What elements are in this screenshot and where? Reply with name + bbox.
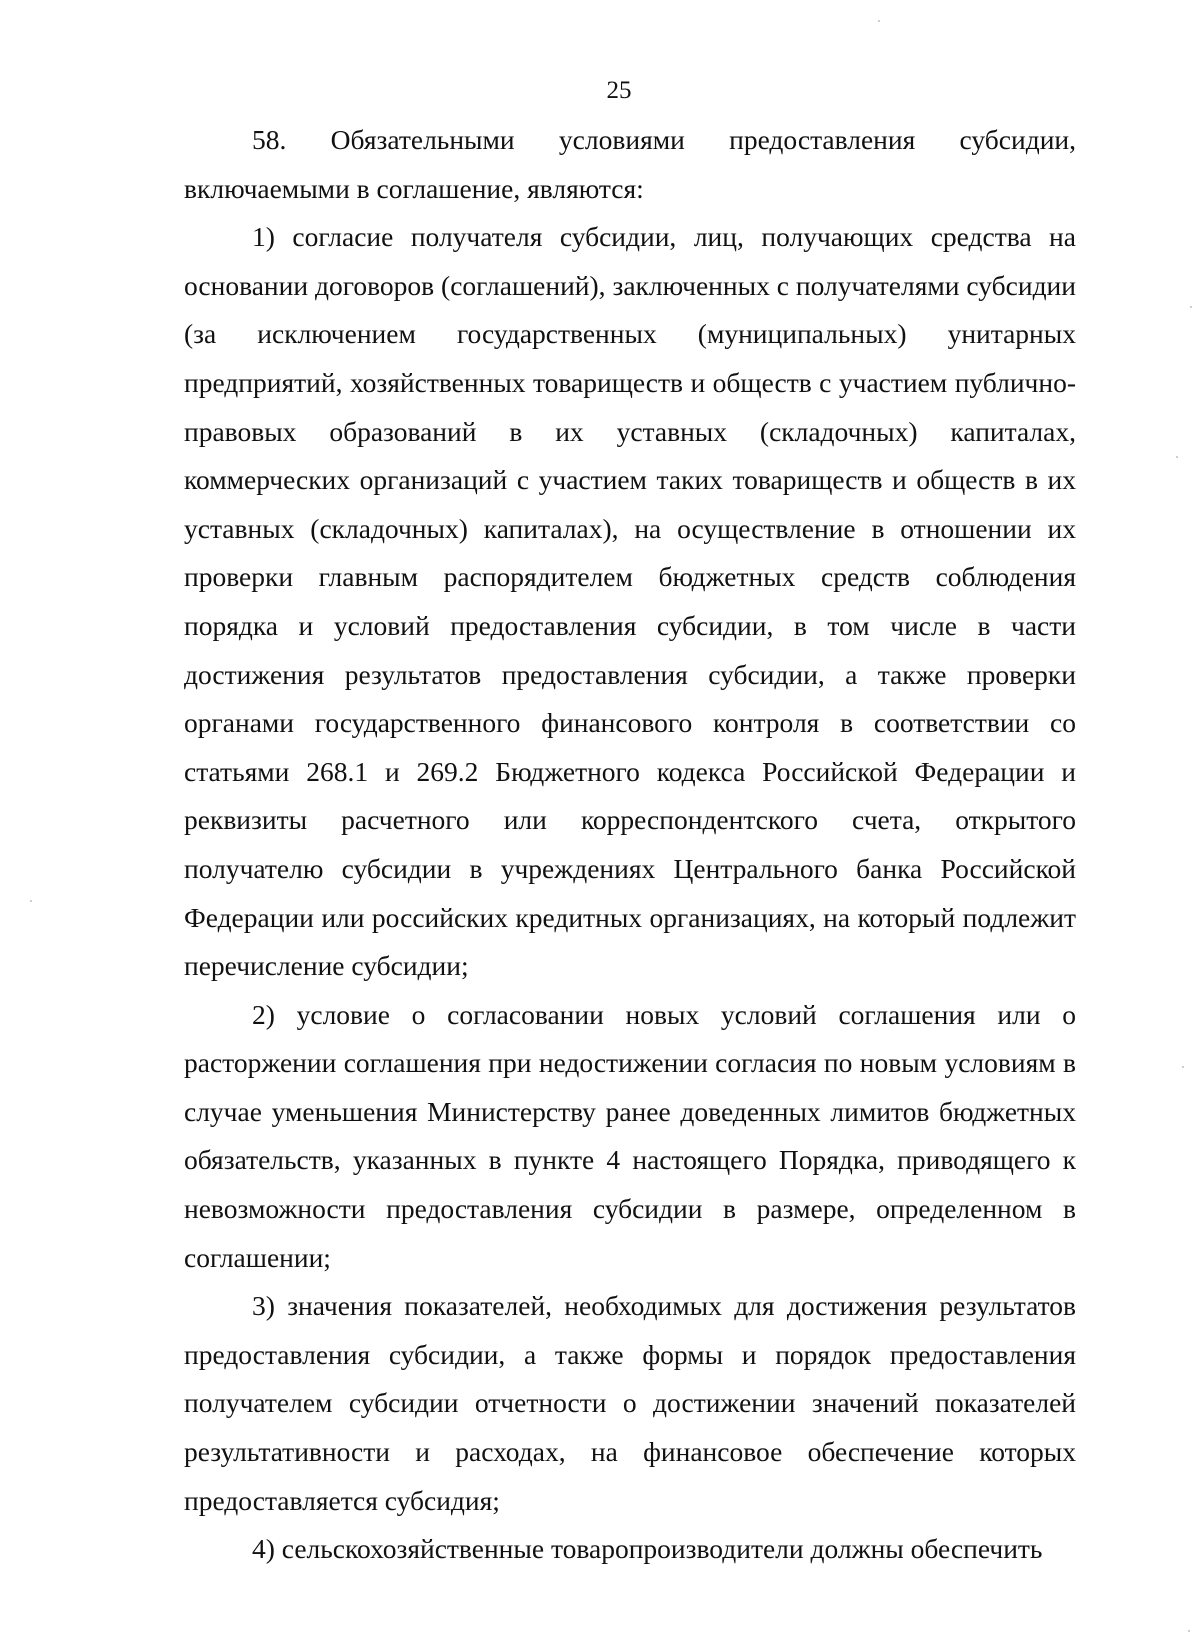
scan-speck (878, 20, 880, 22)
scan-speck (1182, 1066, 1184, 1068)
paragraph-item-4: 4) сельскохозяйственные товаропроизводители должны обеспечить (252, 1533, 1043, 1565)
scan-speck (1176, 456, 1178, 458)
scan-speck (30, 900, 32, 902)
paragraph-item-2: 2) условие о согласовании новых условий соглашения или о расторжении соглашения при недостижении согласия по новым условиям в случае уменьшения Министерству ранее доведенных лимитов бюджетных обязательств, указанных в пункте 4 настоящего Порядка, приводящего к невозможности предоставления субсидии в размере, определенном в соглашении; (184, 998, 1076, 1273)
document-body (184, 116, 1076, 1574)
page-number: 25 (606, 77, 632, 104)
scan-speck (1190, 306, 1192, 308)
paragraph-item-1: 1) согласие получателя субсидии, лиц, получающих средства на основании договоров (соглашений), заключенных с получателями субсидии (за исключением государственных (муниципальных) унитарных предприятий, хозяйственных товариществ и обществ с участием публично-правовых образований в их уставных (складочных) капиталах, коммерческих организаций с участием таких товариществ и обществ в их уставных (складочных) капиталах), на осуществление в отношении их проверки главным распорядителем бюджетных средств соблюдения порядка и условий предоставления субсидии, в том числе в части достижения результатов предоставления субсидии, а также проверки органами государственного финансового контроля в соответствии со статьями 268.1 и 269.2 Бюджетного кодекса Российской Федерации и реквизиты расчетного или корреспондентского счета, открытого получателю субсидии в учреждениях Центрального банка Российской Федерации или российских кредитных организациях, на который подлежит перечисление субсидии; (184, 221, 1076, 982)
paragraph-58: 58. Обязательными условиями предоставления субсидии, включаемыми в соглашение, являются: (184, 124, 1076, 204)
paragraph-item-3: 3) значения показателей, необходимых для достижения результатов предоставления субсидии, а также формы и порядок предоставления получателем субсидии отчетности о достижении значений показателей результативности и расходах, на финансовое обеспечение которых предоставляется субсидия; (184, 1290, 1076, 1516)
scan-speck (1188, 1630, 1190, 1632)
